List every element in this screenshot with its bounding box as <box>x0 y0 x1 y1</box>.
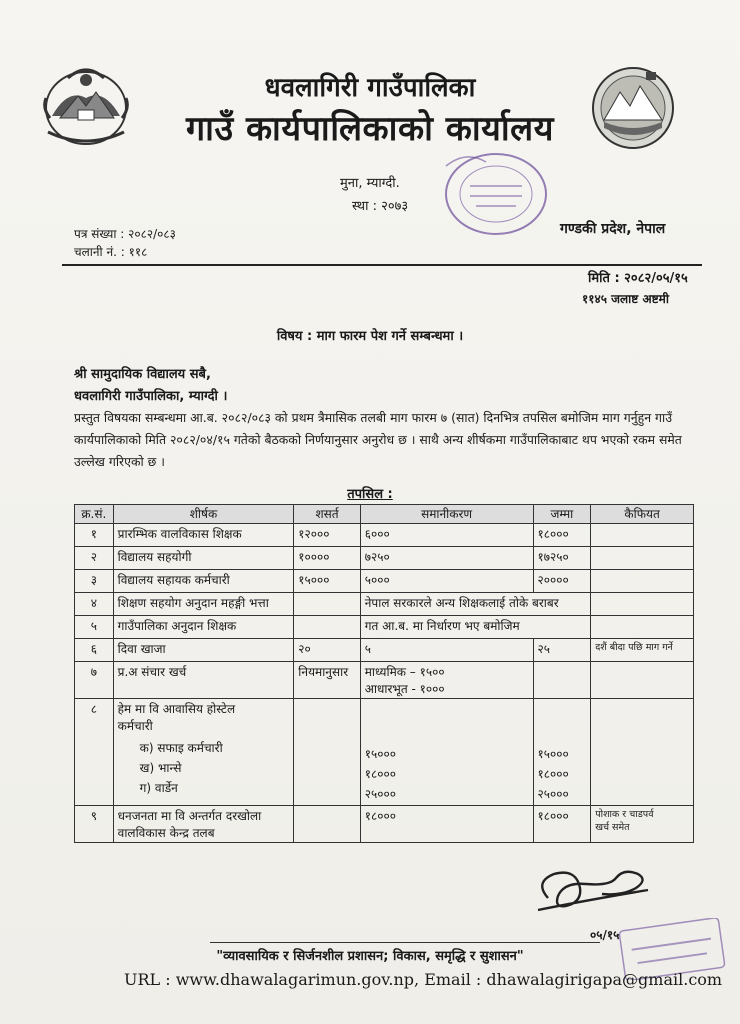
address-line: मुना, म्याग्दी. <box>340 176 400 191</box>
cell-sasart <box>294 616 360 639</box>
cell-remark <box>591 806 694 843</box>
table-caption: तपसिल : <box>347 487 393 502</box>
office-stamp-icon <box>440 146 552 242</box>
cell-sasart: नियमानुसार <box>294 662 360 699</box>
office-title: गाउँ कार्यपालिकाको कार्यालय <box>186 109 554 149</box>
cell-remark <box>591 593 694 616</box>
cell-total: १७२५० <box>533 547 591 570</box>
cell-line: कर्मचारी <box>117 719 153 733</box>
cell-title <box>113 806 294 843</box>
cell-samanikaran: १८००० <box>360 806 533 843</box>
table-row <box>75 662 694 699</box>
cell-samanikaran <box>360 662 533 699</box>
sub-item: ग) वार्डेन <box>139 781 178 795</box>
sub-total: १८००० <box>537 767 569 781</box>
col-header: जम्मा <box>533 505 591 524</box>
signature-date: ०५/१५ <box>590 928 620 942</box>
cell-sasart: २० <box>294 639 360 662</box>
cell-total <box>533 699 591 806</box>
cell-remark <box>591 662 694 699</box>
sub-item: क) सफाइ कर्मचारी <box>139 741 223 755</box>
col-header: शसर्त <box>294 505 360 524</box>
cell-title: शिक्षण सहयोग अनुदान महङ्गी भत्ता <box>113 593 294 616</box>
cell-title: विद्यालय सहायक कर्मचारी <box>113 570 294 593</box>
cell-total: २०००० <box>533 570 591 593</box>
table-row <box>75 593 694 616</box>
cell-sn: ८ <box>75 699 114 806</box>
cell-title: गाउँपालिका अनुदान शिक्षक <box>113 616 294 639</box>
letter-date-secondary: ११४५ जलाष्ट अष्टमी <box>582 292 669 306</box>
municipality-logo-icon <box>588 62 678 154</box>
sub-total: १५००० <box>537 747 569 761</box>
body-paragraph: प्रस्तुत विषयका सम्बन्धमा आ.ब. २०८२/०८३ को प्रथम त्रैमासिक तलबी माग फारम ७ (सात) दिनभित्र तपसिल बमोजिम माग गर्नुहुन गाउँ कार्यपालिकाको मिति २०८२/०४/१५ गतेको बैठकको निर्णयानुसार अनुरोध छ । साथै अन्य शीर्षकमा गाउँपालिकाबाट थप भएको रकम समेत उल्लेख गरिएको छ । <box>74 410 682 469</box>
cell-line: पोशाक र चाडपर्व <box>595 809 654 820</box>
cell-sn: ६ <box>75 639 114 662</box>
sub-value: १८००० <box>364 767 396 781</box>
cell-remark <box>591 699 694 806</box>
dispatch-number: चलानी नं. : ११८ <box>74 245 148 259</box>
recipient-line1: श्री सामुदायिक विद्यालय सबै, <box>74 367 211 382</box>
cell-total: २५ <box>533 639 591 662</box>
cell-sasart <box>294 806 360 843</box>
cell-sasart: १५००० <box>294 570 360 593</box>
office-name: धवलागिरी गाउँपालिका <box>264 73 476 103</box>
cell-samanikaran: ७२५० <box>360 547 533 570</box>
header-divider <box>62 264 702 266</box>
cell-remark: दशैं बीदा पछि माग गर्ने <box>591 639 694 662</box>
cell-merged: नेपाल सरकारले अन्य शिक्षकलाई तोके बराबर <box>360 593 590 616</box>
cell-total <box>533 662 591 699</box>
cell-title: विद्यालय सहयोगी <box>113 547 294 570</box>
recipient-line2: धवलागिरी गाउँपालिका, म्याग्दी । <box>74 389 228 404</box>
cell-remark <box>591 570 694 593</box>
cell-line: माध्यमिक – १५०० <box>364 665 445 679</box>
cell-samanikaran: ६००० <box>360 524 533 547</box>
cell-title: दिवा खाजा <box>113 639 294 662</box>
reference-number: पत्र संख्या : २०८२/०८३ <box>74 227 176 241</box>
province-name: गण्डकी प्रदेश, नेपाल <box>560 221 666 237</box>
cell-line: आधारभूत - १००० <box>364 682 445 696</box>
cell-line: हेम मा वि आवासिय होस्टेल <box>117 702 236 716</box>
cell-sasart <box>294 699 360 806</box>
cell-remark <box>591 524 694 547</box>
col-header: कैफियत <box>591 505 694 524</box>
letter-date: मिति : २०८२/०५/१५ <box>588 271 688 286</box>
cell-samanikaran <box>360 699 533 806</box>
cell-sasart: १२००० <box>294 524 360 547</box>
cell-sn: २ <box>75 547 114 570</box>
cell-sasart: १०००० <box>294 547 360 570</box>
footer-divider <box>210 942 600 943</box>
cell-sn: १ <box>75 524 114 547</box>
table-row <box>75 616 694 639</box>
col-header: शीर्षक <box>113 505 294 524</box>
cell-merged: गत आ.ब. मा निर्धारण भए बमोजिम <box>360 616 590 639</box>
cell-samanikaran: ५००० <box>360 570 533 593</box>
table-row <box>75 570 694 593</box>
sub-item: ख) भान्से <box>139 761 182 775</box>
col-header: क्र.सं. <box>75 505 114 524</box>
sub-value: १५००० <box>364 747 396 761</box>
cell-title: प्रारम्भिक वालविकास शिक्षक <box>113 524 294 547</box>
table-row <box>75 547 694 570</box>
cell-samanikaran: ५ <box>360 639 533 662</box>
sub-value: २५००० <box>364 787 396 801</box>
cell-total: १८००० <box>533 806 591 843</box>
cell-title: प्र.अ संचार खर्च <box>113 662 294 699</box>
cell-line: धनजनता मा वि अन्तर्गत दरखोला <box>117 809 262 823</box>
cell-sasart <box>294 593 360 616</box>
cell-sn: ७ <box>75 662 114 699</box>
col-header: समानीकरण <box>360 505 533 524</box>
contact-footer: URL : www.dhawalagarimun.gov.np, Email : dhawalagirigapa@gmail.com <box>124 970 723 989</box>
table-row <box>75 806 694 843</box>
sub-total: २५००० <box>537 787 569 801</box>
cell-line: वालविकास केन्द्र तलब <box>117 826 215 840</box>
established-year: स्था : २०७३ <box>352 199 409 214</box>
cell-title <box>113 699 294 806</box>
cell-sn: ९ <box>75 806 114 843</box>
details-table <box>74 504 694 843</box>
cell-remark <box>591 547 694 570</box>
office-slogan: "व्यावसायिक र सिर्जनशील प्रशासन; विकास, समृद्धि र सुशासन" <box>216 949 524 964</box>
cell-sn: ५ <box>75 616 114 639</box>
cell-sn: ३ <box>75 570 114 593</box>
table-header-row <box>75 505 694 524</box>
table-row <box>75 639 694 662</box>
subject-line: विषय : माग फारम पेश गर्ने सम्बन्धमा । <box>276 329 464 344</box>
cell-total: १८००० <box>533 524 591 547</box>
table-row <box>75 524 694 547</box>
cell-line: खर्च समेत <box>595 822 630 833</box>
table-row <box>75 699 694 806</box>
cell-sn: ४ <box>75 593 114 616</box>
cell-remark <box>591 616 694 639</box>
